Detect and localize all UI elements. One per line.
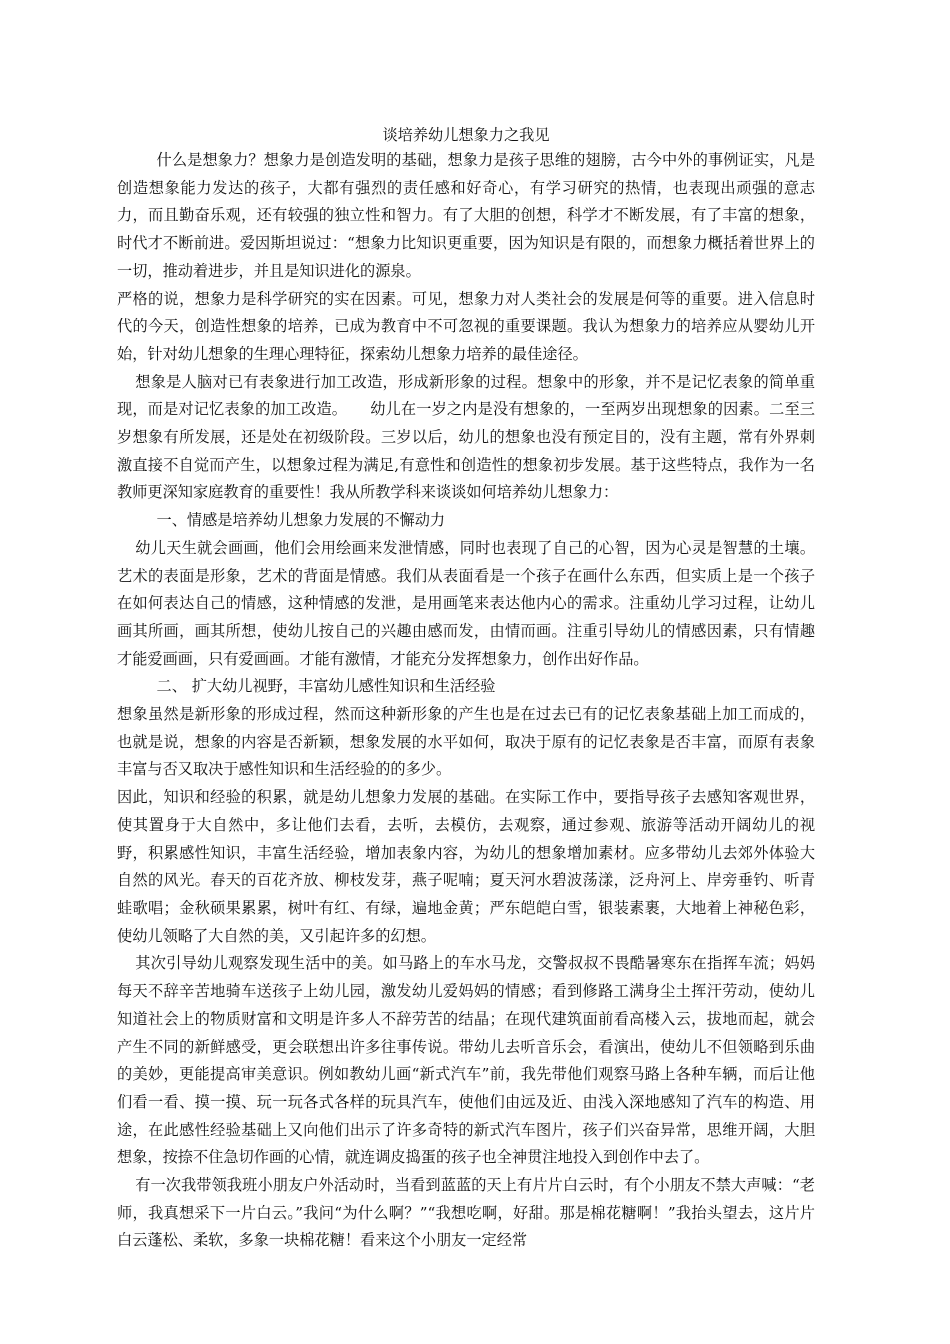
paragraph-8: 有一次我带领我班小朋友户外活动时，当看到蓝蓝的天上有片片白云时，有个小朋友不禁大声喊：“老师，我真想采下一片白云。”我问“为什么啊？”“我想吃啊，好甜。那是棉花糖啊！”我抬头望去，这片片白云蓬松、柔软，多象一块棉花糖！看来这个小朋友一定经常 [117,1176,815,1250]
section-heading-1: 一、情感是培养幼儿想象力发展的不懈动力 [156,511,446,530]
paragraph-4: 幼儿天生就会画画，他们会用绘画来发泄情感，同时也表现了自己的心智，因为心灵是智慧的土壤。艺术的表面是形象，艺术的背面是情感。我们从表面看是一个孩子在画什么东西，但实质上是一个孩子在如何表达自己的情感，这种情感的发泄，是用画笔来表达他内心的需求。注重幼儿学习过程，让幼儿画其所画，画其所想，使幼儿按自己的兴趣由感而发，由情而画。注重引导幼儿的情感因素，只有情趣才能爱画画，只有爱画画。才能有激情，才能充分发挥想象力，创作出好作品。 [117,538,815,668]
paragraph-2: 严格的说，想象力是科学研究的实在因素。可见，想象力对人类社会的发展是何等的重要。进入信息时代的今天，创造性想象的培养，已成为教育中不可忽视的重要课题。我认为想象力的培养应从婴幼儿开始，针对幼儿想象的生理心理特征，探索幼儿想象力培养的最佳途径。 [117,289,815,363]
document-page [117,123,815,1255]
paragraph-6: 因此，知识和经验的积累，就是幼儿想象力发展的基础。在实际工作中，要指导孩子去感知客观世界，使其置身于大自然中，多让他们去看，去听，去模仿，去观察，通过参观、旅游等活动开阔幼儿的视野，积累感性知识，丰富生活经验，增加表象内容，为幼儿的想象增加素材。应多带幼儿去郊外体验大自然的风光。春天的百花齐放、柳枝发芽，燕子呢喃；夏天河水碧波荡漾，泛舟河上、岸旁垂钓、听青蛙歌唱；金秋硕果累累，树叶有红、有绿，遍地金黄；严东皑皑白雪，银装素裹，大地着上神秘色彩，使幼儿领略了大自然的美，又引起许多的幻想。 [117,788,815,945]
paragraph-1: 什么是想象力？想象力是创造发明的基础，想象力是孩子思维的翅膀，古今中外的事例证实，凡是创造想象能力发达的孩子，大都有强烈的责任感和好奇心，有学习研究的热情，也表现出顽强的意志力，而且勤奋乐观，还有较强的独立性和智力。有了大胆的创想，科学才不断发展，有了丰富的想象，时代才不断前进。爱因斯坦说过：“想象力比知识更重要，因为知识是有限的，而想象力概括着世界上的一切，推动着进步，并且是知识进化的源泉。 [117,151,815,280]
paragraph-5: 想象虽然是新形象的形成过程，然而这种新形象的产生也是在过去已有的记忆表象基础上加工而成的，也就是说，想象的内容是否新颖，想象发展的水平如何，取决于原有的记忆表象是否丰富，而原有表象丰富与否又取决于感性知识和生活经验的的多少。 [117,705,815,779]
section-heading-2: 二、 扩大幼儿视野，丰富幼儿感性知识和生活经验 [156,677,496,696]
document-title: 谈培养幼儿想象力之我见 [382,126,550,144]
paragraph-7: 其次引导幼儿观察发现生活中的美。如马路上的车水马龙，交警叔叔不畏酷暑寒东在指挥车流；妈妈每天不辞辛苦地骑车送孩子上幼儿园，激发幼儿爱妈妈的情感；看到修路工满身尘土挥汗劳动，使幼儿知道社会上的物质财富和文明是许多人不辞劳苦的结晶；在现代建筑面前看高楼入云，拔地而起，就会产生不同的新鲜感受，更会联想出许多往事传说。带幼儿去听音乐会，看演出，使幼儿不但领略到乐曲的美妙，更能提高审美意识。例如教幼儿画“新式汽车”前，我先带他们观察马路上各种车辆，而后让他们看一看、摸一摸、玩一玩各式各样的玩具汽车，使他们由远及近、由浅入深地感知了汽车的构造、用途，在此感性经验基础上又向他们出示了许多奇特的新式汽车图片，孩子们兴奋异常，思维开阔，大胆想象，按捺不住急切作画的心情，就连调皮捣蛋的孩子也全神贯注地投入到创作中去了。 [117,954,815,1167]
paragraph-3: 想象是人脑对已有表象进行加工改造，形成新形象的过程。想象中的形象，并不是记忆表象的简单重现，而是对记忆表象的加工改造。 幼儿在一岁之内是没有想象的，一至两岁出现想象的因素。二至三岁想象有所发展，还是处在初级阶段。三岁以后，幼儿的想象也没有预定目的，没有主题，常有外界刺激直接不自觉而产生，以想象过程为满足,有意性和创造性的想象初步发展。基于这些特点，我作为一名教师更深知家庭教育的重要性！我从所教学科来谈谈如何培养幼儿想象力： [117,372,815,502]
